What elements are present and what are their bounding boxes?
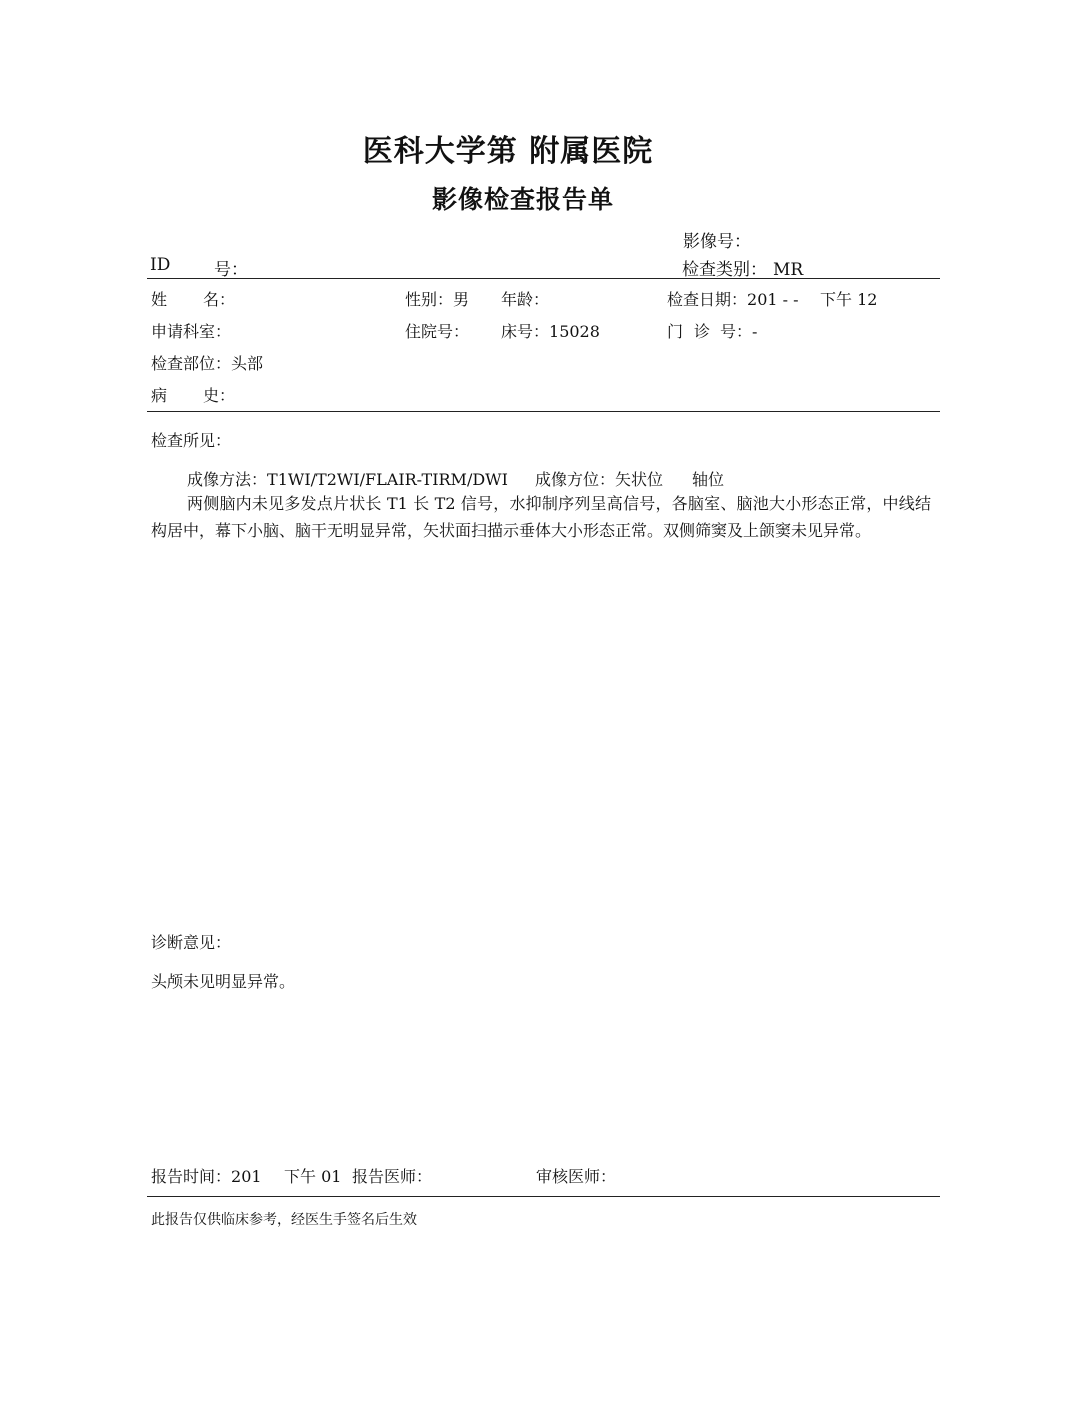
report-time-field xyxy=(151,1164,262,1187)
name-label-2: 名： xyxy=(203,290,236,309)
gender-label: 性别： xyxy=(405,290,454,309)
exam-date-field xyxy=(667,287,799,310)
body-part-label: 检查部位： xyxy=(151,354,232,373)
header-divider xyxy=(147,278,940,279)
bed-label: 床号： xyxy=(501,322,550,341)
findings-label: 检查所见： xyxy=(151,431,232,450)
exam-type-field xyxy=(682,255,803,280)
method-value: T1WI/T2WI/FLAIR-TIRM/DWI xyxy=(267,470,508,489)
report-title: 影像检查报告单 xyxy=(431,185,614,214)
footer-divider xyxy=(147,1196,940,1197)
outpatient-label-3: 号： xyxy=(720,322,753,341)
gender-value: 男 xyxy=(453,290,470,309)
outpatient-field xyxy=(720,319,757,342)
hospital-name: 医科大学第 附属医院 xyxy=(362,134,654,169)
outpatient-label-1: 门 xyxy=(667,322,684,341)
bed-value: 15028 xyxy=(549,322,600,341)
body-part-value: 头部 xyxy=(231,354,264,373)
id-suffix-label: 号： xyxy=(214,260,248,280)
outpatient-label-2: 诊 xyxy=(694,322,711,341)
report-doctor-label: 报告医师： xyxy=(352,1167,433,1186)
dept-label: 申请科室： xyxy=(151,322,232,341)
bed-field xyxy=(501,319,600,342)
exam-time-value: 下午 12 xyxy=(820,290,878,309)
outpatient-value: - xyxy=(752,322,758,341)
history-label-2: 史： xyxy=(203,386,236,405)
gender-field xyxy=(405,287,469,310)
id-label: ID xyxy=(150,255,171,275)
diagnosis-text: 头颅未见明显异常。 xyxy=(151,972,296,991)
orientation-label: 成像方位： xyxy=(535,470,616,489)
diagnosis-label: 诊断意见： xyxy=(151,933,232,952)
body-part-field xyxy=(151,351,263,374)
reviewer-label: 审核医师： xyxy=(536,1167,617,1186)
findings-body: 两侧脑内未见多发点片状长 T1 长 T2 信号，水抑制序列呈高信号，各脑室、脑池大小形态正常，中线结构居中，幕下小脑、脑干无明显异常，矢状面扫描示垂体大小形态正常。双侧筛窦及上颌窦未见异常。 xyxy=(151,494,931,540)
patient-info-divider xyxy=(147,411,940,412)
history-label-1: 病 xyxy=(151,386,168,405)
name-label-1: 姓 xyxy=(151,290,168,309)
imaging-method-field xyxy=(187,467,508,490)
orientation-value-2: 轴位 xyxy=(692,470,725,489)
inpatient-no-label: 住院号： xyxy=(405,322,470,341)
imaging-orientation-field xyxy=(535,467,663,490)
exam-type-value: MR xyxy=(773,260,804,280)
exam-date-label: 检查日期： xyxy=(667,290,748,309)
report-time-label: 报告时间： xyxy=(151,1167,232,1186)
disclaimer: 此报告仅供临床参考，经医生手签名后生效 xyxy=(151,1212,417,1228)
report-time-value: 201 xyxy=(231,1167,262,1186)
orientation-value-1: 矢状位 xyxy=(615,470,664,489)
method-label: 成像方法： xyxy=(187,470,268,489)
exam-date-value: 201 - - xyxy=(747,290,799,309)
report-time-suffix: 下午 01 xyxy=(284,1167,342,1186)
image-no-label: 影像号： xyxy=(683,232,751,252)
exam-type-label: 检查类别： xyxy=(682,260,767,280)
age-label: 年龄： xyxy=(501,290,550,309)
